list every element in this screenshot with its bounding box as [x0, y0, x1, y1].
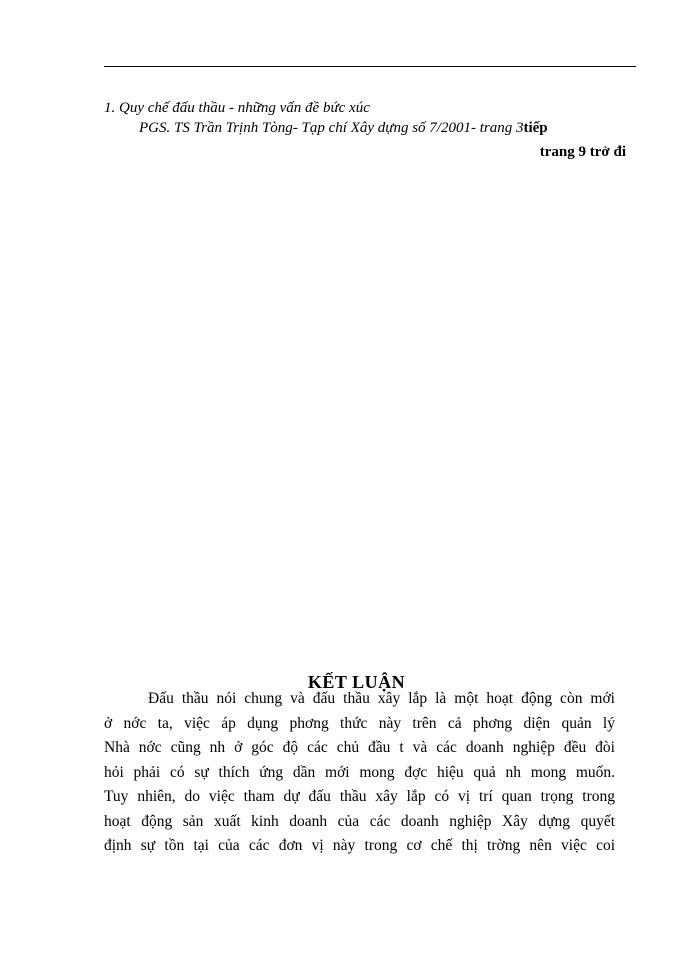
- header-divider-line: [104, 66, 636, 67]
- reference-source-continued: tiếp: [523, 120, 548, 136]
- paragraph-line: Nhà nớc cũng nh ở góc độ các chủ đầu t và các doanh nghiệp đều đòi: [104, 739, 615, 756]
- paragraph-line: ở nớc ta, việc áp dụng phơng thức này trên cả phơng diện quản lý: [104, 714, 615, 732]
- paragraph-line: Đấu thầu nói chung và đấu thầu xây lắp là một hoạt động còn mới: [148, 690, 615, 707]
- reference-source: [139, 120, 548, 137]
- reference-pages: trang 9 trở đi: [539, 144, 626, 160]
- section-heading: KẾT LUẬN: [307, 672, 406, 692]
- paragraph-line: định sự tồn tại của các đơn vị này trong cơ chế thị trờng nên việc coi: [104, 837, 615, 854]
- reference-title: 1. Quy chế đấu thầu - những vấn đề bức xúc: [104, 100, 370, 116]
- paragraph-line: hỏi phải có sự thích ứng dần mới mong đợc hiệu quả nh mong muốn.: [104, 763, 615, 781]
- conclusion-paragraph: [104, 687, 615, 859]
- paragraph-line: Tuy nhiên, do việc tham dự đấu thầu xây lắp có vị trí quan trọng trong: [104, 788, 615, 805]
- paragraph-line: hoạt động sản xuất kinh doanh của các doanh nghiệp Xây dựng quyết: [104, 812, 615, 830]
- reference-source-author: PGS. TS Trần Trịnh Tòng- Tạp chí Xây dựng số 7/2001- trang 3: [139, 120, 524, 136]
